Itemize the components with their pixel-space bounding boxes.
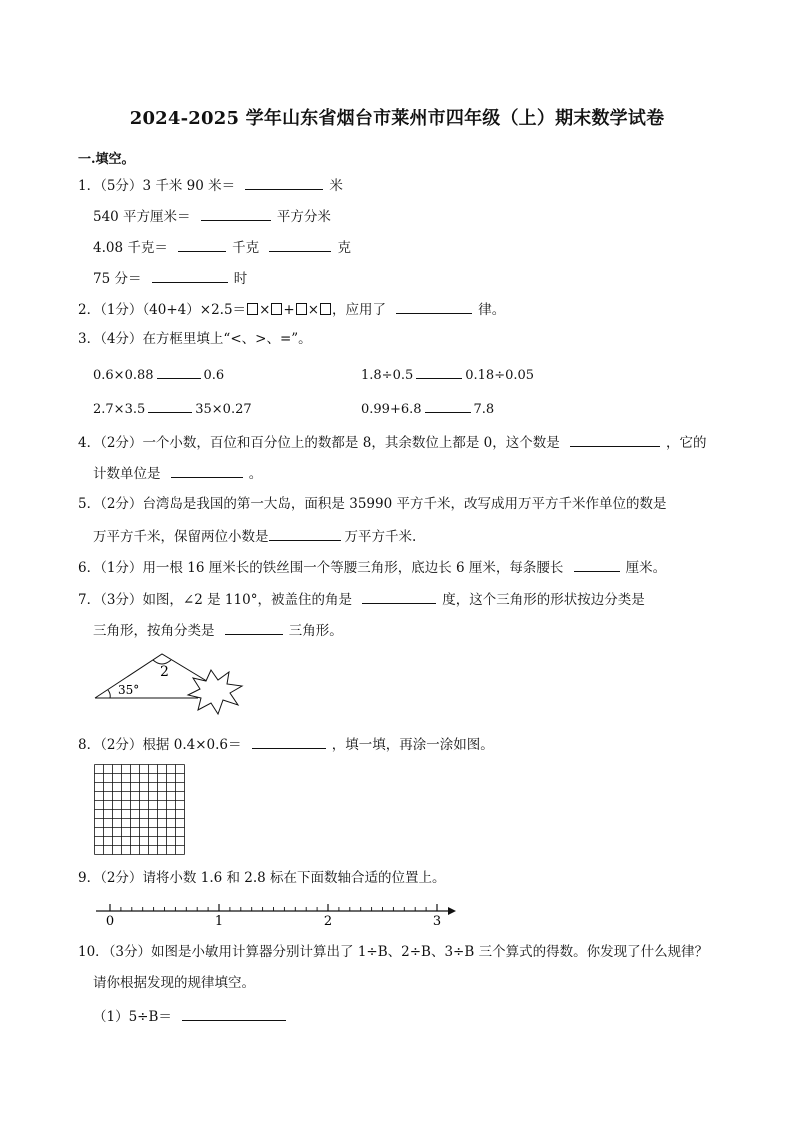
question-2 [78,299,505,319]
answer-blank[interactable] [269,237,331,252]
number-line[interactable] [92,898,462,932]
question-text: 万平方千米，保留两位小数是 [93,529,269,545]
question-3 [78,330,312,348]
operator: × [259,302,271,318]
question-8 [78,734,494,754]
question-text: 。 [248,466,263,482]
question-text: 75 分＝ [93,271,142,287]
operator: + [283,302,295,318]
question-4-line-1 [78,432,707,452]
fill-box[interactable] [247,303,258,315]
question-1-line-a [78,175,343,195]
answer-blank[interactable] [269,526,341,541]
question-text: 万平方千米. [344,529,417,545]
question-1-line-d [93,268,247,288]
question-text: 如图是小敏用计算器分别计算出了 1÷B、2÷B、3÷B 三个算式的得数。你发现了什么规律？ [151,944,709,960]
question-10-line-2 [93,974,255,992]
answer-blank[interactable] [152,268,228,283]
answer-blank[interactable] [362,589,436,604]
question-4-line-2 [93,463,262,483]
question-5-line-2 [93,526,416,546]
answer-blank[interactable] [148,398,192,413]
question-text: （40+4）×2.5＝ [142,302,247,318]
question-1-line-c [93,237,351,257]
fill-box[interactable] [271,303,282,315]
angle-35-label: 35° [118,683,140,697]
answer-blank[interactable] [416,364,462,379]
question-7-line-1 [78,589,645,609]
question-text: 540 平方厘米＝ [93,209,191,225]
triangle-figure [90,648,250,720]
unit-text: 克 [337,240,351,256]
answer-blank[interactable] [171,463,243,478]
compare-right: 35×0.27 [195,402,252,417]
compare-item [361,398,494,419]
tick-label: 2 [323,914,333,929]
question-text: 台湾岛是我国的第一大岛，面积是 35990 平方千米，改写成用万平方千米作单位的数是 [142,496,667,512]
question-number: 1． [78,178,101,194]
answer-blank[interactable] [201,206,271,221]
unit-text: 米 [329,178,343,194]
tick-label: 0 [105,914,115,929]
question-text: 如图，∠2 是 110°，被盖住的角是 [142,592,352,608]
tick-label: 1 [214,914,224,929]
compare-item [93,364,224,385]
fill-box[interactable] [296,303,307,315]
question-text: 请你根据发现的规律填空。 [93,975,255,991]
compare-left: 0.6×0.88 [93,368,154,383]
question-text: ，填一填，再涂一涂如图。 [331,737,494,753]
question-number: 9． [78,870,101,886]
question-10-line-1 [78,943,708,961]
question-9 [78,869,446,887]
operator: × [307,302,319,318]
compare-left: 1.8÷0.5 [361,368,414,383]
question-score: （1分） [100,302,143,318]
question-text: 在方框里填上“<、>、=”。 [142,331,312,347]
question-score: （3分） [100,592,143,608]
question-number: 3． [78,331,101,347]
answer-blank[interactable] [178,237,226,252]
page-title: 2024-2025 学年山东省烟台市莱州市四年级（上）期末数学试卷 [129,108,665,129]
question-text: 根据 0.4×0.6＝ [142,737,242,753]
question-text: 度，这个三角形的形状按边分类是 [442,592,645,608]
compare-left: 2.7×3.5 [93,402,146,417]
answer-blank[interactable] [157,364,201,379]
unit-text: 厘米。 [625,560,667,576]
question-text: （1）5÷B＝ [93,1009,172,1025]
arrow-right-icon [448,907,456,915]
cover-star-shape [188,670,242,714]
unit-text: 千克 [232,240,260,256]
compare-item [361,364,534,385]
question-number: 8． [78,737,101,753]
question-score: （1分） [100,560,143,576]
fill-box[interactable] [320,303,331,315]
question-number: 7． [78,592,101,608]
section-heading: 一.填空。 [78,152,135,167]
question-number: 2． [78,302,101,318]
question-10-sub-1 [93,1006,292,1026]
answer-blank[interactable] [425,398,471,413]
question-text: 计数单位是 [93,466,161,482]
question-number: 6． [78,560,101,576]
compare-item [93,398,252,419]
question-number: 10． [78,944,109,960]
question-number: 4． [78,435,101,451]
question-1-line-b [93,206,331,226]
hundred-square-grid[interactable] [94,764,185,855]
question-score: （3分） [108,944,152,960]
question-text: 4.08 千克＝ [93,240,168,256]
angle-2-label: 2 [160,664,169,680]
question-score: （2分） [100,737,143,753]
question-text: 3 千米 90 米＝ [142,178,236,194]
question-score: （2分） [100,870,143,886]
compare-right: 0.18÷0.05 [465,368,535,383]
compare-left: 0.99+6.8 [361,402,422,417]
unit-text: 时 [233,271,248,287]
tick-label: 3 [432,914,442,929]
compare-right: 0.6 [203,368,225,383]
answer-blank[interactable] [574,557,620,572]
answer-blank[interactable] [245,175,323,190]
answer-blank[interactable] [252,734,326,749]
question-text: 用一根 16 厘米长的铁丝围一个等腰三角形，底边长 6 厘米，每条腰长 [142,560,564,576]
answer-blank[interactable] [396,299,472,314]
answer-blank[interactable] [570,432,660,447]
answer-blank[interactable] [225,620,283,635]
question-6 [78,557,666,577]
unit-text: 平方分米 [276,209,331,225]
question-text: 一个小数，百位和百分位上的数都是 8，其余数位上都是 0，这个数是 [142,435,560,451]
question-score: （2分） [100,435,143,451]
angle-35-arc [108,690,110,698]
question-text: 三角形。 [288,623,343,639]
question-number: 5． [78,496,101,512]
question-text: 请将小数 1.6 和 2.8 标在下面数轴合适的位置上。 [142,870,446,886]
question-text: ，应用了 [332,302,386,318]
question-score: （5分） [100,178,143,194]
question-text: ，它的 [666,435,707,451]
question-5-line-1 [78,495,666,513]
answer-blank[interactable] [182,1006,286,1021]
compare-right: 7.8 [473,402,495,417]
question-text: 律。 [478,302,506,318]
question-7-line-2 [93,620,343,640]
question-text: 三角形，按角分类是 [93,623,215,639]
question-score: （2分） [100,496,143,512]
question-score: （4分） [100,331,143,347]
